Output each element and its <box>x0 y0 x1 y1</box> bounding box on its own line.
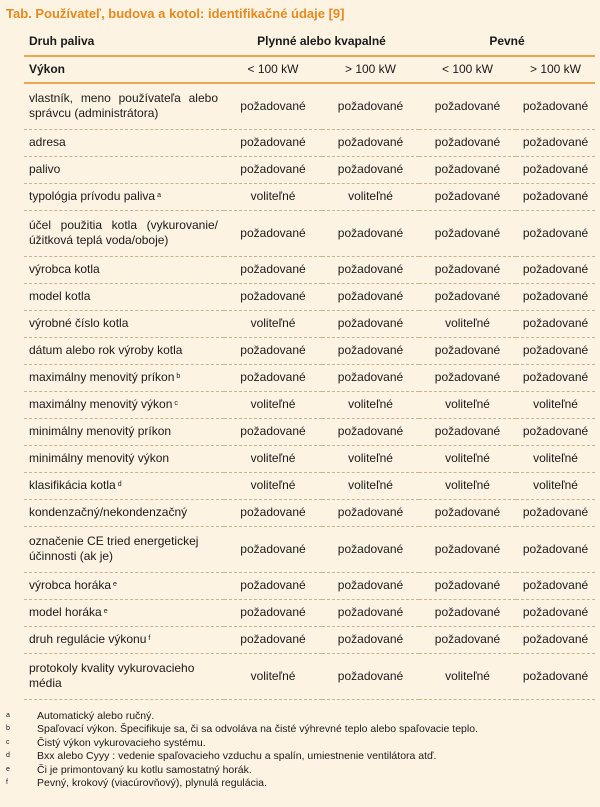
row-value: požadované <box>419 499 516 526</box>
row-value: požadované <box>419 626 516 653</box>
row-value: voliteľné <box>419 391 516 418</box>
footnote-mark: f <box>6 779 8 787</box>
row-value: voliteľné <box>322 391 419 418</box>
row-value: požadované <box>516 83 595 129</box>
row-value: požadované <box>419 210 516 256</box>
row-label-text: klasifikácia kotla <box>29 478 116 492</box>
header-row <box>24 28 595 56</box>
row-label-text: dátum alebo rok výroby kotla <box>29 343 183 357</box>
row-value: požadované <box>322 364 419 391</box>
row-label-text: protokoly kvality vykurovacieho média <box>29 661 195 690</box>
row-value: voliteľné <box>419 472 516 499</box>
subheader-col-3: < 100 kW <box>419 56 516 83</box>
table-row <box>24 626 595 653</box>
row-label-text: minimálny menovitý príkon <box>29 424 172 438</box>
footnote-text: Automatický alebo ručný. <box>37 710 155 722</box>
row-label-text: maximálny menovitý príkon <box>29 370 175 384</box>
row-value: požadované <box>224 526 322 572</box>
row-value: voliteľné <box>516 472 595 499</box>
row-value: požadované <box>516 337 595 364</box>
row-value: požadované <box>419 418 516 445</box>
footnote-ref: c <box>174 400 178 407</box>
row-value: požadované <box>516 599 595 626</box>
row-value: požadované <box>419 526 516 572</box>
row-value: požadované <box>516 156 595 183</box>
row-value: voliteľné <box>224 472 322 499</box>
table-row <box>24 499 595 526</box>
table-row <box>24 472 595 499</box>
footnote-text: Čistý výkon vykurovacieho systému. <box>37 736 206 749</box>
row-value: požadované <box>419 572 516 599</box>
row-value: požadované <box>224 337 322 364</box>
footnote-item <box>6 777 596 790</box>
row-label-text: výrobné číslo kotla <box>29 316 129 330</box>
footnote-mark: c <box>6 738 10 746</box>
identification-table <box>24 28 595 700</box>
row-value: požadované <box>322 256 419 283</box>
row-value: voliteľné <box>419 445 516 472</box>
row-label <box>24 210 224 256</box>
row-value: požadované <box>516 418 595 445</box>
footnote-ref: a <box>157 192 161 199</box>
footnote-item <box>6 723 596 736</box>
footnote-mark: b <box>6 725 10 733</box>
row-value: požadované <box>516 256 595 283</box>
row-label-text: vlastník, meno používateľa alebo správcu (administrátora) <box>29 91 218 121</box>
table-row <box>24 83 595 129</box>
row-label-text: typológia prívodu paliva <box>29 189 156 203</box>
row-value: požadované <box>322 310 419 337</box>
table-row <box>24 572 595 599</box>
row-label <box>24 572 224 599</box>
row-value: požadované <box>224 129 322 156</box>
row-value: požadované <box>516 183 595 210</box>
table-row <box>24 337 595 364</box>
row-value: požadované <box>516 364 595 391</box>
table-title: Tab. Používateľ, budova a kotol: identifikačné údaje [9] <box>6 6 345 21</box>
row-label-text: model horáka <box>29 605 102 619</box>
table-row <box>24 445 595 472</box>
footnote-item <box>6 737 596 750</box>
footnote-text: Pevný, krokový (viacúrovňový), plynulá regulácia. <box>37 777 267 790</box>
row-value: požadované <box>224 626 322 653</box>
row-value: požadované <box>419 599 516 626</box>
row-label <box>24 526 224 572</box>
row-value: požadované <box>322 418 419 445</box>
row-value: požadované <box>224 210 322 256</box>
row-value: požadované <box>419 283 516 310</box>
row-value: požadované <box>224 499 322 526</box>
row-value: voliteľné <box>322 183 419 210</box>
row-label-text: výrobca horáka <box>29 578 112 592</box>
table-row <box>24 364 595 391</box>
row-label-text: kondenzačný/nekondenzačný <box>29 505 188 519</box>
row-value: požadované <box>322 83 419 129</box>
row-value: požadované <box>419 337 516 364</box>
header-group-solid: Pevné <box>419 28 595 56</box>
row-value: požadované <box>516 653 595 699</box>
table-row <box>24 283 595 310</box>
table-row <box>24 526 595 572</box>
row-label <box>24 310 224 337</box>
row-value: požadované <box>224 572 322 599</box>
row-label <box>24 626 224 653</box>
footnote-text: Bxx alebo Cyyy : vedenie spaľovacieho vzduchu a spalín, umiestnenie ventilátora atď. <box>37 750 437 763</box>
row-value: požadované <box>322 156 419 183</box>
row-value: požadované <box>322 599 419 626</box>
row-value: požadované <box>516 210 595 256</box>
row-value: voliteľné <box>224 445 322 472</box>
header-fuel-type: Druh paliva <box>24 28 224 56</box>
row-value: požadované <box>322 526 419 572</box>
row-label <box>24 391 224 418</box>
row-label <box>24 418 224 445</box>
row-value: požadované <box>322 337 419 364</box>
row-value: požadované <box>322 210 419 256</box>
row-value: voliteľné <box>322 445 419 472</box>
footnote-ref: d <box>117 481 122 488</box>
table-row <box>24 310 595 337</box>
footnote-item <box>6 750 596 763</box>
footnote-item <box>6 764 596 777</box>
row-value: požadované <box>322 653 419 699</box>
row-value: voliteľné <box>516 445 595 472</box>
row-value: požadované <box>224 364 322 391</box>
table-row <box>24 653 595 699</box>
subheader-col-2: > 100 kW <box>322 56 419 83</box>
footnote-ref: b <box>176 373 181 380</box>
footnote-item <box>6 710 596 723</box>
row-value: požadované <box>516 283 595 310</box>
row-label <box>24 653 224 699</box>
row-value: požadované <box>516 572 595 599</box>
row-value: požadované <box>516 626 595 653</box>
row-value: požadované <box>419 83 516 129</box>
footnote-mark: e <box>6 765 10 773</box>
row-label <box>24 156 224 183</box>
row-label <box>24 256 224 283</box>
footnote-text: Spaľovací výkon. Špecifikuje sa, či sa odvoláva na čisté výhrevné teplo alebo spaľovacie teplo. <box>37 723 478 736</box>
row-value: požadované <box>516 129 595 156</box>
row-label-text: model kotla <box>29 289 91 303</box>
footnote-mark: d <box>6 752 10 760</box>
row-value: požadované <box>419 129 516 156</box>
row-value: požadované <box>419 364 516 391</box>
row-value: požadované <box>516 526 595 572</box>
row-value: požadované <box>516 310 595 337</box>
footnote-text: Či je primontovaný ku kotlu samostatný horák. <box>37 763 252 776</box>
row-label <box>24 183 224 210</box>
row-value: požadované <box>322 283 419 310</box>
row-value: požadované <box>322 626 419 653</box>
row-value: požadované <box>419 183 516 210</box>
table-row <box>24 210 595 256</box>
row-value: požadované <box>322 499 419 526</box>
row-value: voliteľné <box>224 391 322 418</box>
row-value: voliteľné <box>322 472 419 499</box>
row-label <box>24 499 224 526</box>
row-label <box>24 364 224 391</box>
row-value: voliteľné <box>224 653 322 699</box>
row-value: voliteľné <box>516 391 595 418</box>
row-value: požadované <box>224 599 322 626</box>
row-label-text: palivo <box>29 162 61 176</box>
row-label <box>24 129 224 156</box>
header-group-gas-liquid: Plynné alebo kvapalné <box>224 28 419 56</box>
row-label-text: označenie CE tried energetickej účinnosti (ak je) <box>29 534 199 563</box>
row-value: voliteľné <box>419 310 516 337</box>
table-row <box>24 418 595 445</box>
footnote-mark: a <box>6 712 10 719</box>
row-label-text: adresa <box>29 135 66 149</box>
row-value: požadované <box>224 283 322 310</box>
table-row <box>24 256 595 283</box>
row-label-text: minimálny menovitý výkon <box>29 451 170 465</box>
row-label <box>24 283 224 310</box>
row-label <box>24 472 224 499</box>
row-label-text: maximálny menovitý výkon <box>29 397 173 411</box>
table-row <box>24 183 595 210</box>
row-value: požadované <box>322 129 419 156</box>
table-row <box>24 156 595 183</box>
row-label <box>24 599 224 626</box>
row-value: voliteľné <box>419 653 516 699</box>
row-label-text: účel použitia kotla (vykurovanie/úžitková teplá voda/oboje) <box>29 218 218 247</box>
table-row <box>24 129 595 156</box>
row-value: požadované <box>322 572 419 599</box>
row-value: voliteľné <box>224 310 322 337</box>
table-row <box>24 599 595 626</box>
row-value: voliteľné <box>224 183 322 210</box>
row-value: požadované <box>224 418 322 445</box>
table-row <box>24 391 595 418</box>
footnote-ref: e <box>113 581 117 588</box>
row-label-text: druh regulácie výkonu <box>29 632 147 646</box>
row-value: požadované <box>224 256 322 283</box>
subheader-col-4: > 100 kW <box>516 56 595 83</box>
footnote-ref: f <box>148 635 151 642</box>
row-value: požadované <box>419 256 516 283</box>
row-label <box>24 83 224 129</box>
row-value: požadované <box>224 156 322 183</box>
row-label-text: výrobca kotla <box>29 262 100 276</box>
footnote-ref: e <box>103 608 108 615</box>
subheader-power: Výkon <box>24 56 224 83</box>
subheader-col-1: < 100 kW <box>224 56 322 83</box>
subheader-row <box>24 56 595 83</box>
row-value: požadované <box>516 499 595 526</box>
footnotes <box>6 710 596 790</box>
row-value: požadované <box>419 156 516 183</box>
row-label <box>24 337 224 364</box>
row-label <box>24 445 224 472</box>
row-value: požadované <box>224 83 322 129</box>
